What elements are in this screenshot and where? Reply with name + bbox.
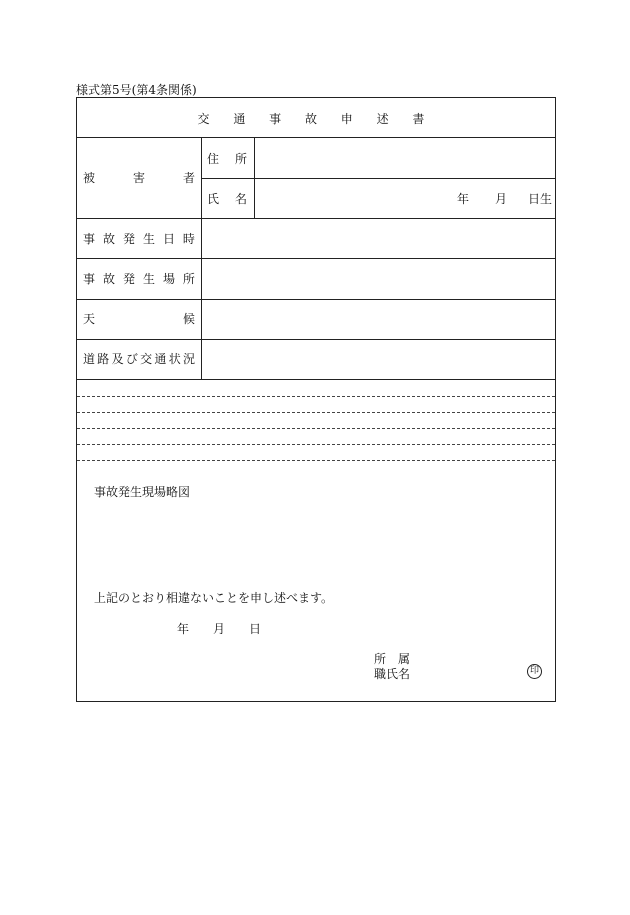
form-number: 様式第5号(第4条関係) — [76, 83, 197, 97]
writing-line — [77, 396, 555, 397]
writing-line — [77, 444, 555, 445]
accident-datetime-field[interactable] — [204, 221, 554, 256]
divider — [77, 218, 555, 219]
birth-year-label: 年 — [457, 192, 470, 206]
divider — [77, 299, 555, 300]
road-traffic-field[interactable] — [204, 342, 554, 377]
address-field[interactable] — [257, 140, 555, 176]
statement-form — [76, 97, 556, 702]
form-title: 交 通 事 故 申 述 書 — [197, 112, 435, 126]
victim-label: 被 害 者 — [83, 171, 195, 185]
sketch-label: 事故発生現場略図 — [94, 485, 191, 499]
name-label: 氏 名 — [207, 192, 247, 206]
date-month-label: 月 — [213, 622, 226, 636]
name-field[interactable] — [257, 181, 507, 217]
divider — [77, 379, 555, 380]
divider — [77, 258, 555, 259]
divider — [77, 339, 555, 340]
date-day-label: 日 — [249, 622, 262, 636]
accident-place-label: 事 故 発 生 場 所 — [83, 272, 195, 286]
weather-label: 天 候 — [83, 312, 195, 326]
writing-line — [77, 412, 555, 413]
road-traffic-label: 道 路 及 び 交 通 状 況 — [83, 352, 195, 366]
official-name-label: 職氏名 — [374, 667, 411, 681]
affiliation-label: 所 属 — [374, 652, 411, 666]
address-label: 住 所 — [207, 152, 247, 166]
date-year-label: 年 — [177, 622, 190, 636]
writing-line — [77, 460, 555, 461]
birth-day-label: 日生 — [528, 192, 553, 206]
column-divider — [254, 137, 255, 219]
seal-mark: 印 — [527, 664, 542, 679]
accident-place-field[interactable] — [204, 261, 554, 296]
weather-field[interactable] — [204, 302, 554, 337]
accident-datetime-label: 事 故 発 生 日 時 — [83, 232, 195, 246]
divider — [77, 137, 555, 138]
birth-month-label: 月 — [495, 192, 508, 206]
declaration-text: 上記のとおり相違ないことを申し述べます。 — [94, 591, 334, 605]
writing-line — [77, 428, 555, 429]
column-divider — [201, 137, 202, 380]
